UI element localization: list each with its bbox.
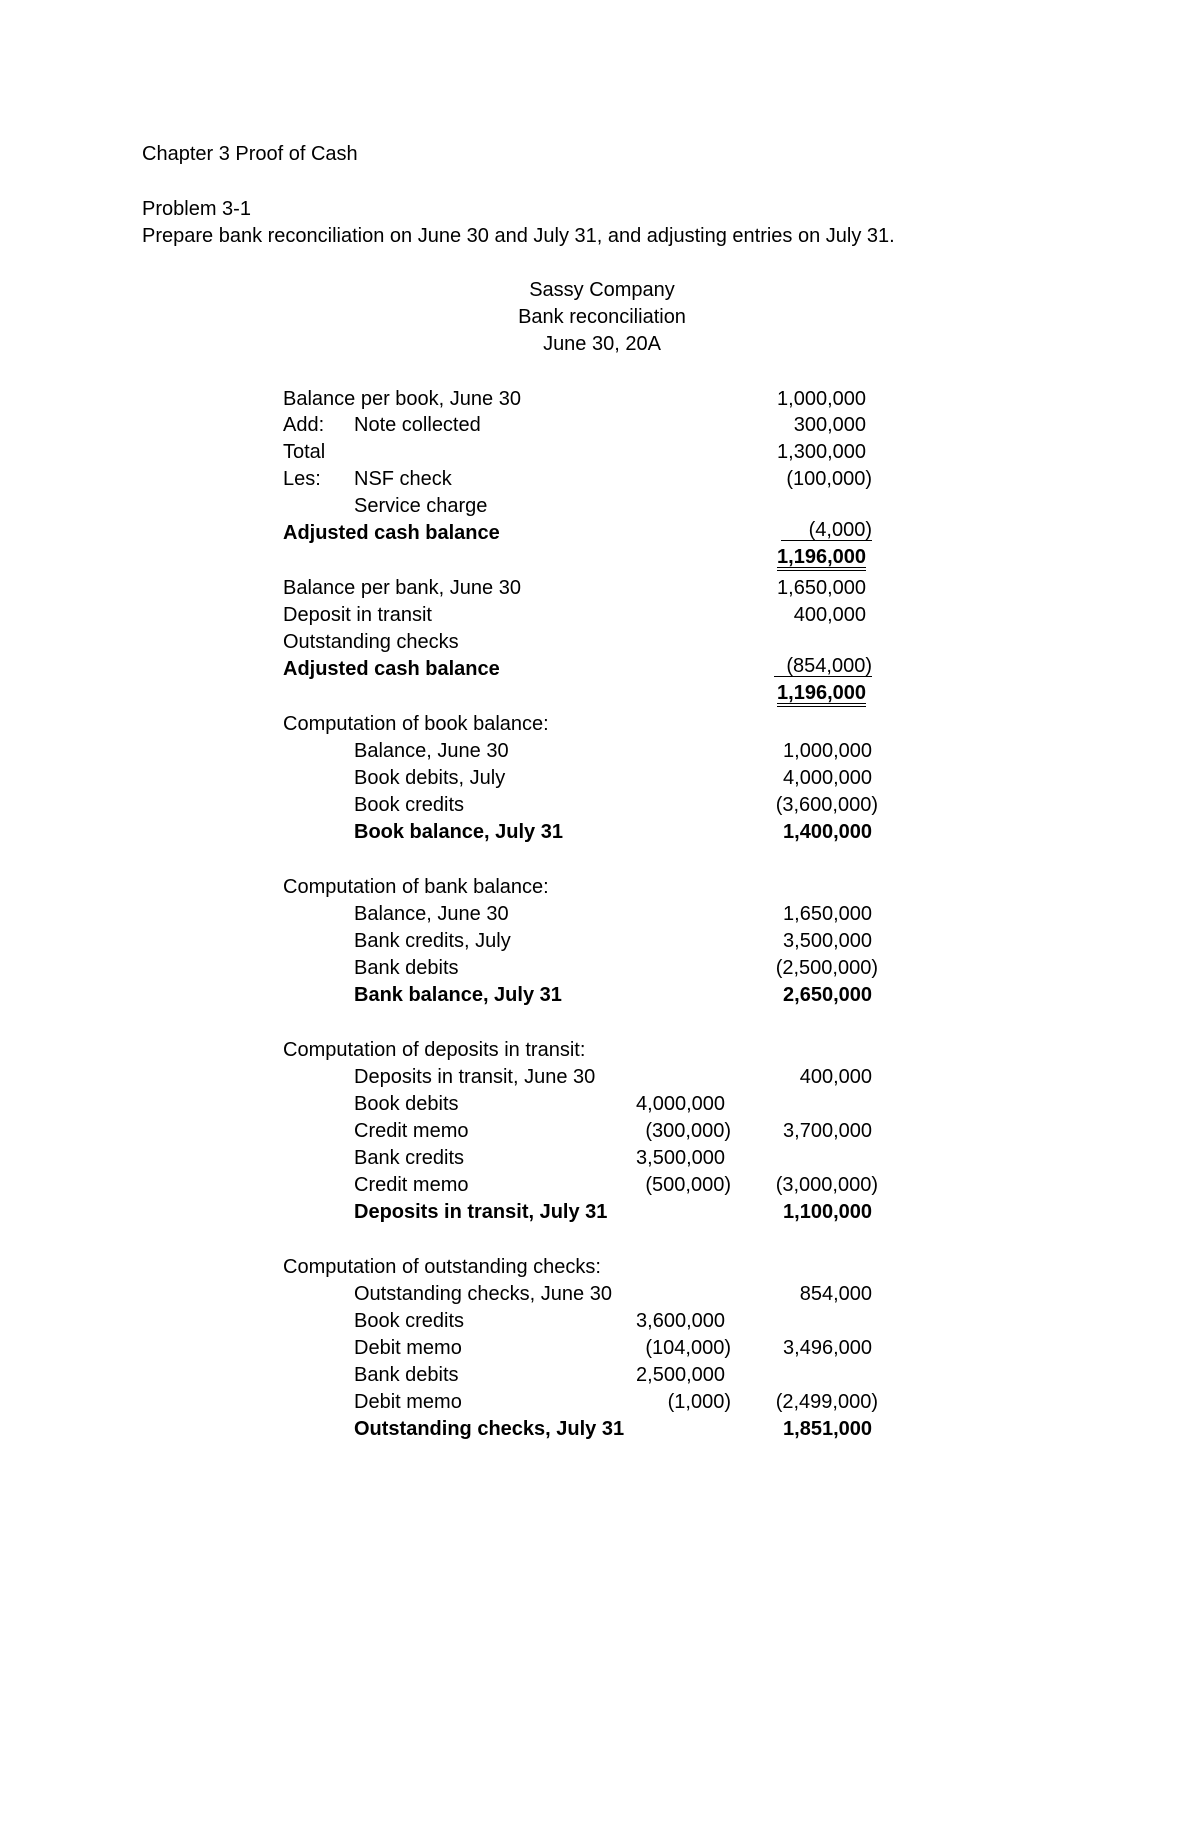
- oc-total-value: 1,851,000: [783, 1418, 872, 1440]
- balance-per-bank-value: 1,650,000: [777, 577, 866, 599]
- add-label: Add:: [283, 414, 325, 436]
- balance-per-book-label: Balance per book, June 30: [283, 388, 521, 410]
- balance-per-bank-label: Balance per bank, June 30: [283, 577, 521, 599]
- dit-row-mid: 3,500,000: [636, 1147, 725, 1169]
- book-balance-heading: Computation of book balance:: [283, 713, 549, 735]
- book-balance-row-label: Balance, June 30: [354, 740, 509, 762]
- dit-heading: Computation of deposits in transit:: [283, 1039, 586, 1061]
- book-adjusted-label: Adjusted cash balance: [283, 522, 500, 544]
- dit-row-value: (3,000,000): [775, 1174, 878, 1196]
- dit-total-value: 1,100,000: [783, 1201, 872, 1223]
- outstanding-checks-label: Outstanding checks: [283, 631, 459, 653]
- book-balance-row-label: Book credits: [354, 794, 465, 816]
- book-adjusted-value: 1,196,000: [777, 547, 866, 571]
- service-charge-label: Service charge: [354, 495, 488, 517]
- oc-row-label: Bank debits: [354, 1364, 459, 1386]
- oc-row-label: Outstanding checks, June 30: [354, 1283, 612, 1305]
- outstanding-checks-cell: [672, 630, 872, 677]
- dit-row-label: Book debits: [354, 1093, 459, 1115]
- company-name: Sassy Company: [529, 279, 675, 301]
- bank-balance-heading: Computation of bank balance:: [283, 876, 549, 898]
- oc-total-label: Outstanding checks, July 31: [354, 1418, 625, 1440]
- dit-row-mid: (500,000): [645, 1174, 731, 1196]
- total-label: Total: [283, 441, 326, 463]
- dit-row-label: Bank credits: [354, 1147, 465, 1169]
- bank-balance-total-label: Bank balance, July 31: [354, 984, 562, 1006]
- nsf-check-value: (100,000): [786, 468, 872, 490]
- problem-number: Problem 3-1: [142, 198, 251, 220]
- dit-row-mid: (300,000): [645, 1120, 731, 1142]
- bank-balance-row-label: Bank credits, July: [354, 930, 511, 952]
- bank-adjusted-cell: [666, 657, 866, 704]
- oc-row-mid: (1,000): [667, 1391, 731, 1413]
- book-adjusted-cell: [666, 521, 866, 568]
- oc-row-value: 3,496,000: [783, 1337, 872, 1359]
- book-balance-row-value: 4,000,000: [783, 767, 872, 789]
- note-collected-value: 300,000: [793, 414, 866, 436]
- deposit-in-transit-value: 400,000: [793, 604, 866, 626]
- total-value: 1,300,000: [777, 441, 866, 463]
- deposit-in-transit-label: Deposit in transit: [283, 604, 432, 626]
- dit-row-label: Deposits in transit, June 30: [354, 1066, 596, 1088]
- bank-balance-total-value: 2,650,000: [783, 984, 872, 1006]
- bank-adjusted-value: 1,196,000: [777, 683, 866, 707]
- bank-balance-row-label: Bank debits: [354, 957, 459, 979]
- chapter-title: Chapter 3 Proof of Cash: [142, 143, 358, 165]
- note-collected-label: Note collected: [354, 414, 481, 436]
- bank-balance-row-label: Balance, June 30: [354, 903, 509, 925]
- service-charge-cell: [672, 494, 872, 541]
- book-balance-total-label: Book balance, July 31: [354, 821, 563, 843]
- book-balance-total-value: 1,400,000: [783, 821, 872, 843]
- book-balance-row-value: (3,600,000): [775, 794, 878, 816]
- dit-row-mid: 4,000,000: [636, 1093, 725, 1115]
- book-balance-row-label: Book debits, July: [354, 767, 506, 789]
- report-title: Bank reconciliation: [518, 306, 686, 328]
- bank-balance-row-value: 3,500,000: [783, 930, 872, 952]
- book-balance-row-value: 1,000,000: [783, 740, 872, 762]
- dit-row-value: 3,700,000: [783, 1120, 872, 1142]
- oc-row-label: Debit memo: [354, 1337, 462, 1359]
- report-date: June 30, 20A: [543, 333, 661, 355]
- dit-row-value: 400,000: [799, 1066, 872, 1088]
- dit-total-label: Deposits in transit, July 31: [354, 1201, 608, 1223]
- oc-row-label: Debit memo: [354, 1391, 462, 1413]
- bank-balance-row-value: 1,650,000: [783, 903, 872, 925]
- dit-row-label: Credit memo: [354, 1120, 469, 1142]
- service-charge-value: (4,000): [781, 520, 872, 541]
- less-label: Les:: [283, 468, 321, 490]
- oc-heading: Computation of outstanding checks:: [283, 1256, 601, 1278]
- bank-adjusted-label: Adjusted cash balance: [283, 658, 500, 680]
- oc-row-mid: (104,000): [645, 1337, 731, 1359]
- bank-balance-row-value: (2,500,000): [775, 957, 878, 979]
- oc-row-value: (2,499,000): [775, 1391, 878, 1413]
- oc-row-label: Book credits: [354, 1310, 465, 1332]
- problem-instruction: Prepare bank reconciliation on June 30 and July 31, and adjusting entries on July 31.: [142, 225, 895, 247]
- oc-row-mid: 3,600,000: [636, 1310, 725, 1332]
- nsf-check-label: NSF check: [354, 468, 452, 490]
- balance-per-book-value: 1,000,000: [777, 388, 866, 410]
- outstanding-checks-value: (854,000): [774, 656, 872, 677]
- dit-row-label: Credit memo: [354, 1174, 469, 1196]
- oc-row-value: 854,000: [799, 1283, 872, 1305]
- oc-row-mid: 2,500,000: [636, 1364, 725, 1386]
